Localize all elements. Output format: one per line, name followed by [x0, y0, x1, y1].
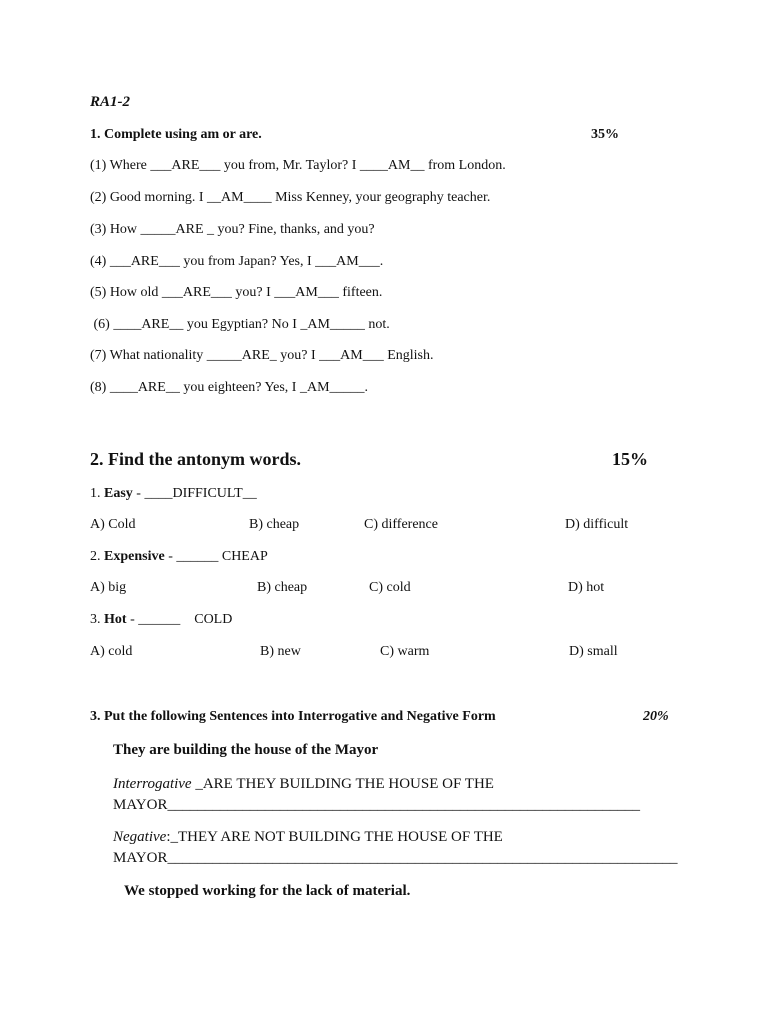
- option-c: C) warm: [380, 644, 430, 659]
- option-b: B) new: [260, 644, 301, 659]
- section1-item-1: (1) Where ___ARE___ you from, Mr. Taylor? I ____AM__ from London.: [90, 158, 506, 173]
- negative-line-1: [113, 829, 503, 846]
- section1-item-3: (3) How _____ARE _ you? Fine, thanks, and you?: [90, 222, 375, 237]
- option-a: A) Cold: [90, 517, 136, 532]
- section1-item-6: (6) ____ARE__ you Egyptian? No I _AM_____ not.: [90, 317, 390, 332]
- section2-percent: 15%: [612, 449, 648, 469]
- option-d: D) difficult: [565, 517, 629, 532]
- question-word: Expensive: [104, 549, 165, 564]
- negative-line-2: MAYOR____________________________________________________________________: [113, 850, 678, 866]
- question-word: Hot: [104, 612, 127, 627]
- antonym-question-3: [90, 612, 232, 628]
- option-a: A) cold: [90, 644, 133, 659]
- section1-item-8: (8) ____ARE__ you eighteen? Yes, I _AM_____.: [90, 380, 369, 395]
- option-b: B) cheap: [257, 580, 308, 595]
- section3-percent: 20%: [643, 709, 669, 724]
- section3-title: 3. Put the following Sentences into Interrogative and Negative Form: [90, 709, 496, 724]
- question-number: 1.: [90, 486, 104, 501]
- negative-label: Negative: [113, 829, 167, 845]
- question-word: Easy: [104, 486, 133, 501]
- negative-answer: :_THEY ARE NOT BUILDING THE HOUSE OF THE: [166, 829, 503, 845]
- interrogative-line-2: MAYOR_______________________________________________________________: [113, 797, 640, 813]
- option-c: C) difference: [364, 517, 438, 532]
- option-d: D) small: [569, 644, 618, 659]
- option-c: C) cold: [369, 580, 411, 595]
- interrogative-label: Interrogative: [113, 776, 192, 792]
- interrogative-line-1: [113, 776, 494, 793]
- interrogative-answer: _ARE THEY BUILDING THE HOUSE OF THE: [191, 776, 494, 792]
- question-answer: - ______ COLD: [126, 612, 233, 627]
- section1-item-2: (2) Good morning. I __AM____ Miss Kenney, your geography teacher.: [90, 190, 491, 205]
- question-answer: - ____DIFFICULT__: [132, 486, 257, 501]
- section1-item-4: (4) ___ARE___ you from Japan? Yes, I ___AM___.: [90, 254, 384, 269]
- sentence-2: We stopped working for the lack of material.: [124, 883, 411, 899]
- section1-title: 1. Complete using am or are.: [90, 127, 262, 142]
- antonym-question-1: [90, 486, 257, 502]
- section1-item-7: (7) What nationality _____ARE_ you? I ___AM___ English.: [90, 348, 434, 363]
- section1-item-5: (5) How old ___ARE___ you? I ___AM___ fifteen.: [90, 285, 383, 300]
- antonym-question-2: [90, 549, 268, 565]
- option-a: A) big: [90, 580, 127, 595]
- section2-title: 2. Find the antonym words.: [90, 449, 302, 469]
- document-code: RA1-2: [90, 94, 131, 110]
- option-b: B) cheap: [249, 517, 300, 532]
- option-d: D) hot: [568, 580, 605, 595]
- question-number: 2.: [90, 549, 104, 564]
- question-answer: - ______ CHEAP: [164, 549, 268, 564]
- sentence-1: They are building the house of the Mayor: [113, 742, 379, 758]
- section1-percent: 35%: [591, 127, 619, 142]
- question-number: 3.: [90, 612, 104, 627]
